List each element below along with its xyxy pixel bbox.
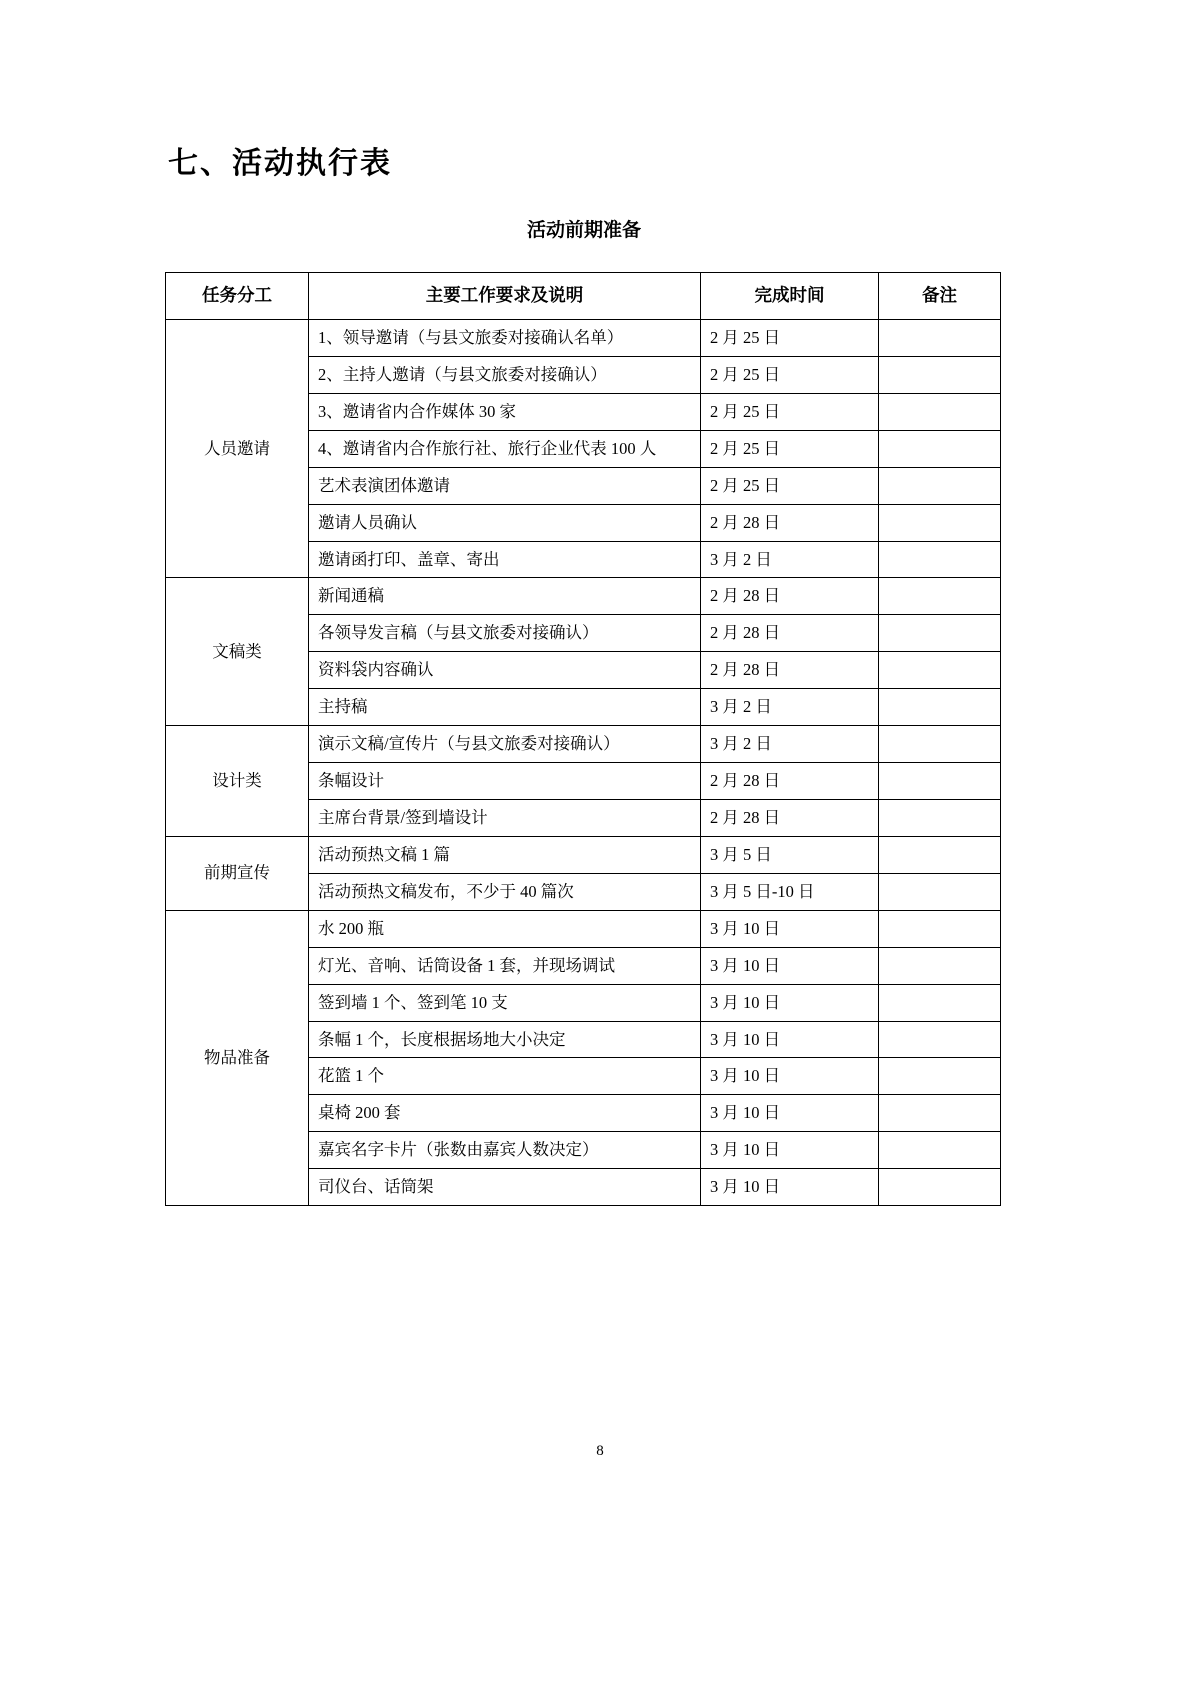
task-description-cell: 演示文稿/宣传片（与县文旅委对接确认） (309, 726, 701, 763)
completion-date-cell: 3 月 10 日 (701, 1095, 879, 1132)
column-header-task: 主要工作要求及说明 (309, 273, 701, 320)
completion-date-cell: 2 月 25 日 (701, 320, 879, 357)
table-caption: 活动前期准备 (526, 220, 641, 241)
page-title: 七、活动执行表 (168, 147, 392, 180)
remark-cell (879, 615, 1001, 652)
task-description-cell: 签到墙 1 个、签到笔 10 支 (309, 984, 701, 1021)
task-description-cell: 主持稿 (309, 689, 701, 726)
table-row (166, 726, 1001, 763)
completion-date-cell: 3 月 10 日 (701, 984, 879, 1021)
task-description-cell: 桌椅 200 套 (309, 1095, 701, 1132)
completion-date-cell: 3 月 10 日 (701, 1132, 879, 1169)
completion-date-cell: 2 月 25 日 (701, 467, 879, 504)
completion-date-cell: 2 月 28 日 (701, 799, 879, 836)
completion-date-cell: 2 月 25 日 (701, 430, 879, 467)
remark-cell (879, 1095, 1001, 1132)
remark-cell (879, 873, 1001, 910)
column-header-date: 完成时间 (701, 273, 879, 320)
remark-cell (879, 467, 1001, 504)
remark-cell (879, 984, 1001, 1021)
remark-cell (879, 504, 1001, 541)
remark-cell (879, 541, 1001, 578)
task-description-cell: 灯光、音响、话筒设备 1 套，并现场调试 (309, 947, 701, 984)
remark-cell (879, 356, 1001, 393)
table-body (166, 320, 1001, 1206)
task-description-cell: 活动预热文稿发布，不少于 40 篇次 (309, 873, 701, 910)
remark-cell (879, 1058, 1001, 1095)
task-description-cell: 4、邀请省内合作旅行社、旅行企业代表 100 人 (309, 430, 701, 467)
table-row (166, 320, 1001, 357)
completion-date-cell: 3 月 5 日 (701, 836, 879, 873)
remark-cell (879, 910, 1001, 947)
remark-cell (879, 947, 1001, 984)
completion-date-cell: 3 月 10 日 (701, 910, 879, 947)
remark-cell (879, 430, 1001, 467)
task-description-cell: 新闻通稿 (309, 578, 701, 615)
task-description-cell: 条幅 1 个，长度根据场地大小决定 (309, 1021, 701, 1058)
completion-date-cell: 2 月 25 日 (701, 356, 879, 393)
remark-cell (879, 763, 1001, 800)
task-description-cell: 邀请人员确认 (309, 504, 701, 541)
table-row (166, 578, 1001, 615)
column-header-group: 任务分工 (166, 273, 309, 320)
task-description-cell: 各领导发言稿（与县文旅委对接确认） (309, 615, 701, 652)
completion-date-cell: 3 月 5 日-10 日 (701, 873, 879, 910)
table-header-row (166, 273, 1001, 320)
page-number: 8 (596, 1443, 604, 1459)
task-description-cell: 邀请函打印、盖章、寄出 (309, 541, 701, 578)
task-group-cell: 人员邀请 (166, 320, 309, 578)
task-group-cell: 设计类 (166, 726, 309, 837)
remark-cell (879, 726, 1001, 763)
task-description-cell: 资料袋内容确认 (309, 652, 701, 689)
task-description-cell: 条幅设计 (309, 763, 701, 800)
task-group-cell: 物品准备 (166, 910, 309, 1205)
completion-date-cell: 3 月 10 日 (701, 1058, 879, 1095)
task-description-cell: 3、邀请省内合作媒体 30 家 (309, 393, 701, 430)
completion-date-cell: 2 月 28 日 (701, 504, 879, 541)
completion-date-cell: 3 月 2 日 (701, 541, 879, 578)
task-group-cell: 前期宣传 (166, 836, 309, 910)
remark-cell (879, 1169, 1001, 1206)
remark-cell (879, 836, 1001, 873)
remark-cell (879, 689, 1001, 726)
activity-execution-table (165, 272, 1001, 1206)
completion-date-cell: 2 月 25 日 (701, 393, 879, 430)
table-row (166, 836, 1001, 873)
remark-cell (879, 393, 1001, 430)
remark-cell (879, 1132, 1001, 1169)
task-description-cell: 2、主持人邀请（与县文旅委对接确认） (309, 356, 701, 393)
task-description-cell: 1、领导邀请（与县文旅委对接确认名单） (309, 320, 701, 357)
task-group-cell: 文稿类 (166, 578, 309, 726)
task-description-cell: 嘉宾名字卡片（张数由嘉宾人数决定） (309, 1132, 701, 1169)
remark-cell (879, 320, 1001, 357)
task-description-cell: 司仪台、话筒架 (309, 1169, 701, 1206)
task-description-cell: 主席台背景/签到墙设计 (309, 799, 701, 836)
task-description-cell: 活动预热文稿 1 篇 (309, 836, 701, 873)
completion-date-cell: 3 月 10 日 (701, 1021, 879, 1058)
table-row (166, 910, 1001, 947)
completion-date-cell: 3 月 10 日 (701, 947, 879, 984)
completion-date-cell: 2 月 28 日 (701, 615, 879, 652)
column-header-note: 备注 (879, 273, 1001, 320)
completion-date-cell: 2 月 28 日 (701, 763, 879, 800)
completion-date-cell: 3 月 10 日 (701, 1169, 879, 1206)
completion-date-cell: 3 月 2 日 (701, 689, 879, 726)
task-description-cell: 水 200 瓶 (309, 910, 701, 947)
completion-date-cell: 3 月 2 日 (701, 726, 879, 763)
completion-date-cell: 2 月 28 日 (701, 578, 879, 615)
task-description-cell: 花篮 1 个 (309, 1058, 701, 1095)
remark-cell (879, 799, 1001, 836)
remark-cell (879, 578, 1001, 615)
remark-cell (879, 652, 1001, 689)
task-description-cell: 艺术表演团体邀请 (309, 467, 701, 504)
completion-date-cell: 2 月 28 日 (701, 652, 879, 689)
remark-cell (879, 1021, 1001, 1058)
